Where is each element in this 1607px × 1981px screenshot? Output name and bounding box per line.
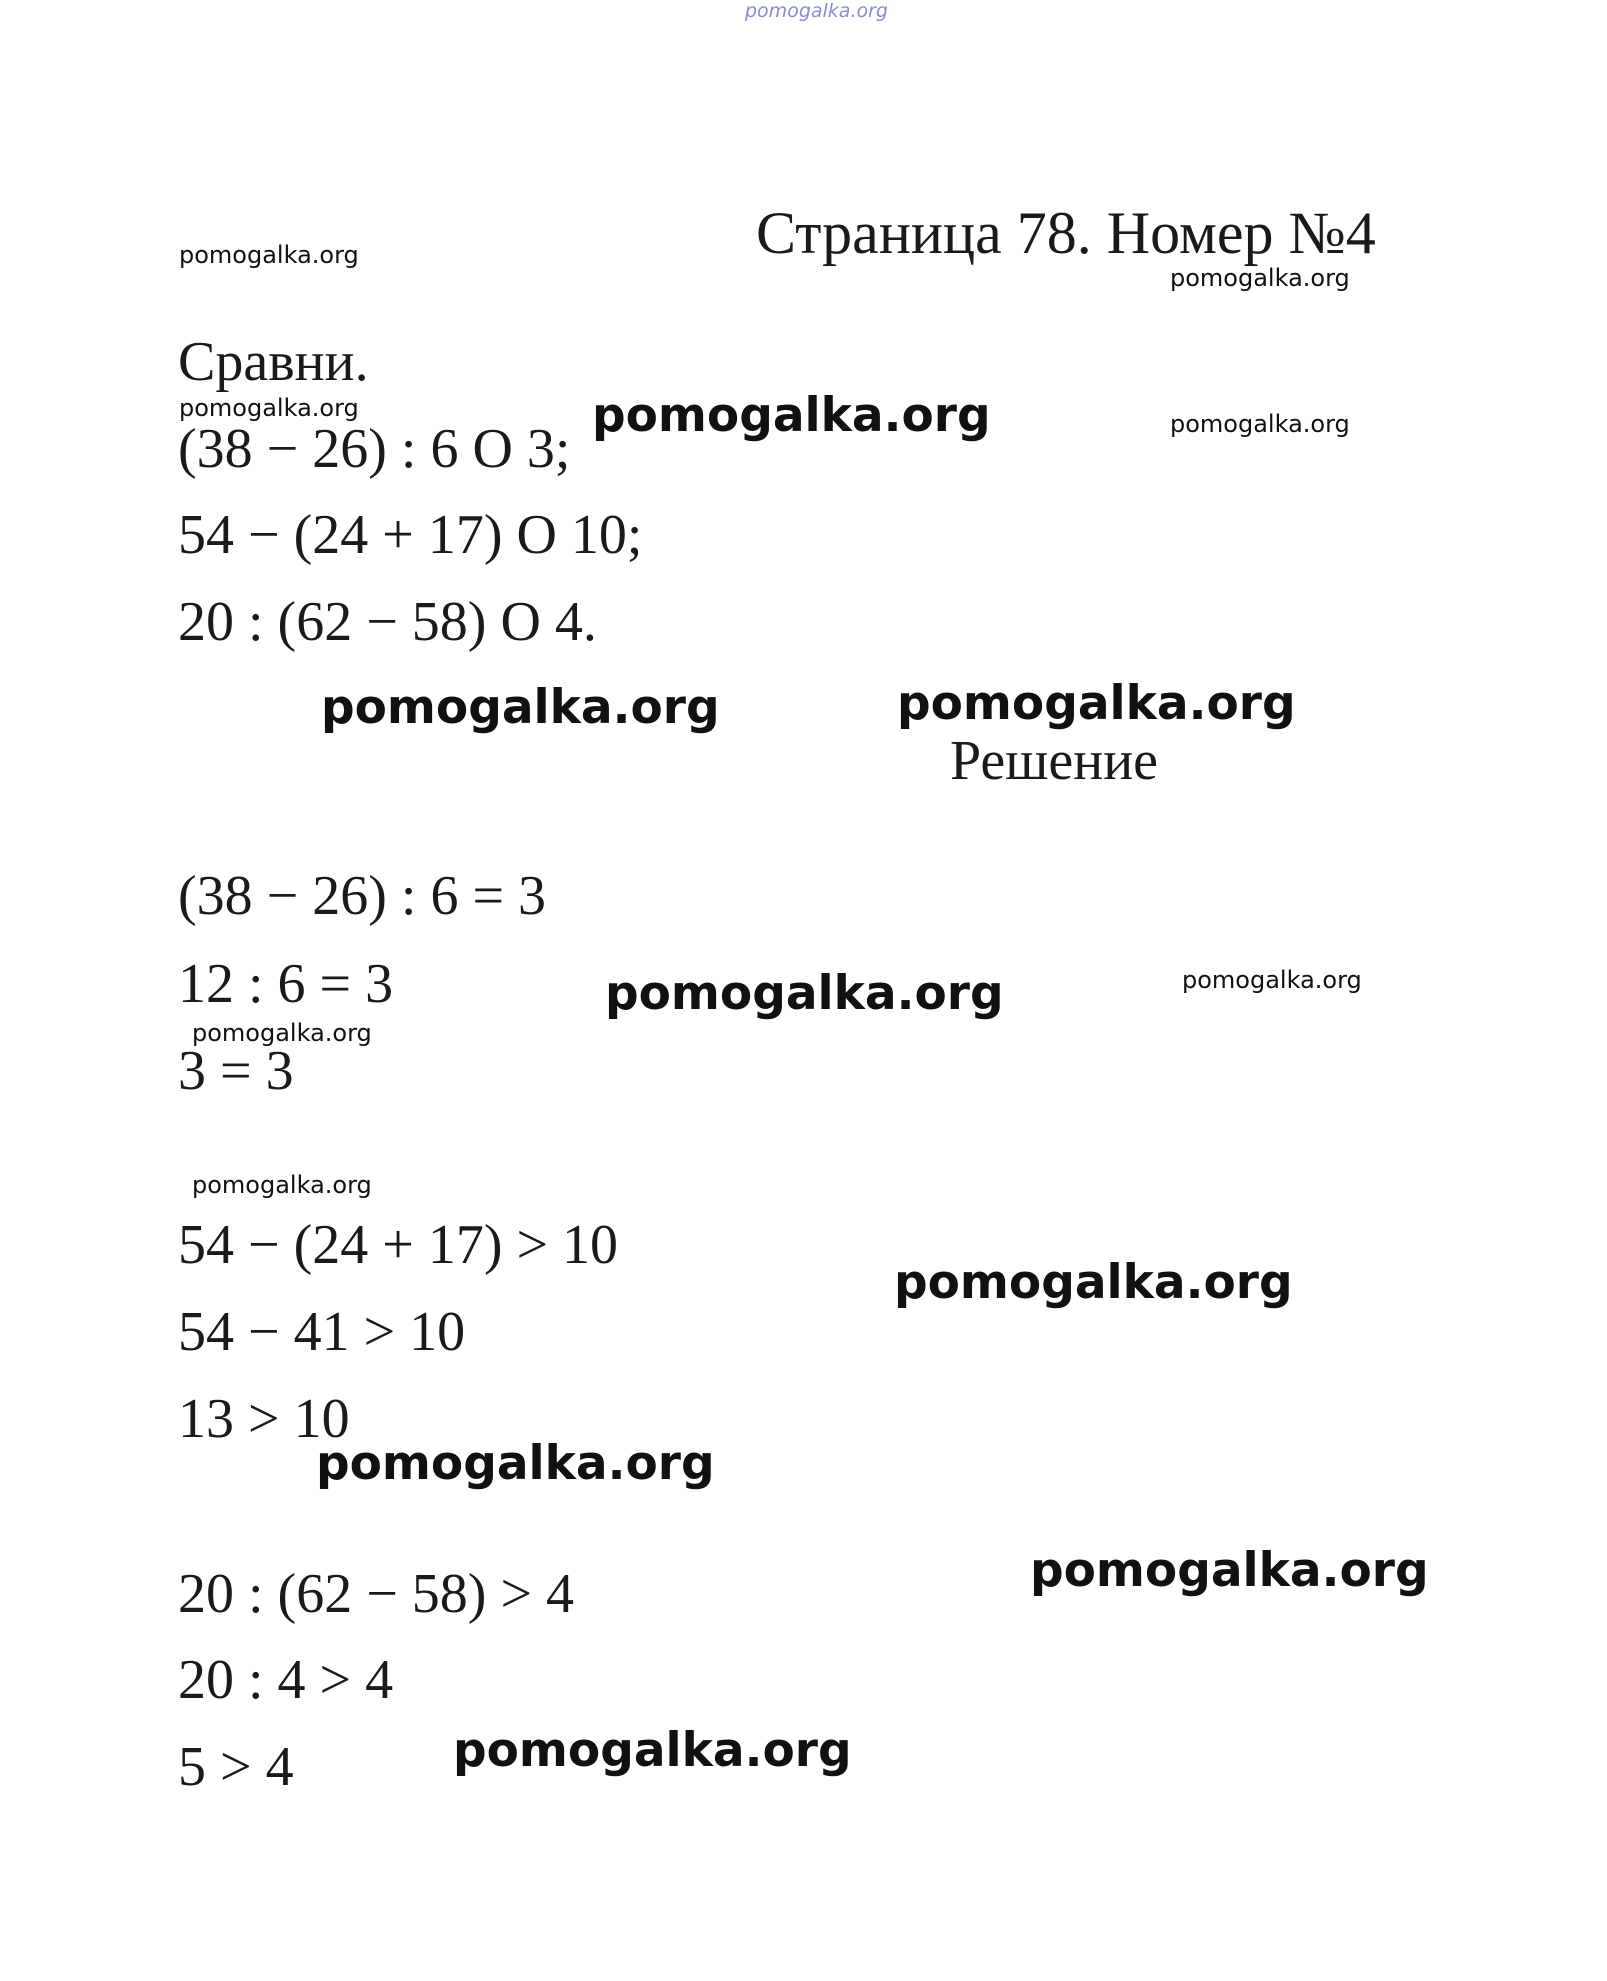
watermark: pomogalka.org xyxy=(321,680,720,735)
watermark: pomogalka.org xyxy=(316,1436,715,1491)
watermark: pomogalka.org xyxy=(897,676,1296,731)
watermark: pomogalka.org xyxy=(192,1019,372,1047)
watermark: pomogalka.org xyxy=(605,966,1004,1021)
solution-block-3-line-3: 5 > 4 xyxy=(178,1736,294,1798)
watermark: pomogalka.org xyxy=(179,241,359,269)
watermark: pomogalka.org xyxy=(1182,966,1362,994)
watermark: pomogalka.org xyxy=(1030,1543,1429,1598)
watermark-top: pomogalka.org xyxy=(745,0,888,22)
solution-block-2-line-2: 54 − 41 > 10 xyxy=(178,1301,466,1363)
solution-block-2-line-1: 54 − (24 + 17) > 10 xyxy=(178,1214,619,1276)
page-title: Страница 78. Номер №4 xyxy=(756,200,1376,266)
watermark: pomogalka.org xyxy=(192,1171,372,1199)
task-instruction: Сравни. xyxy=(178,331,369,393)
solution-heading: Решение xyxy=(950,730,1159,792)
watermark: pomogalka.org xyxy=(1170,410,1350,438)
watermark: pomogalka.org xyxy=(179,394,359,422)
solution-block-3-line-2: 20 : 4 > 4 xyxy=(178,1649,394,1711)
solution-block-1-line-3: 3 = 3 xyxy=(178,1040,294,1102)
task-line-1: (38 − 26) : 6 O 3; xyxy=(178,418,571,480)
watermark: pomogalka.org xyxy=(1170,264,1350,292)
solution-block-1-line-1: (38 − 26) : 6 = 3 xyxy=(178,865,547,927)
solution-block-3-line-1: 20 : (62 − 58) > 4 xyxy=(178,1563,575,1625)
watermark: pomogalka.org xyxy=(894,1255,1293,1310)
watermark: pomogalka.org xyxy=(453,1723,852,1778)
task-line-2: 54 − (24 + 17) O 10; xyxy=(178,504,643,566)
task-line-3: 20 : (62 − 58) O 4. xyxy=(178,591,597,653)
solution-block-1-line-2: 12 : 6 = 3 xyxy=(178,953,394,1015)
watermark: pomogalka.org xyxy=(592,388,991,443)
solution-block-2-line-3: 13 > 10 xyxy=(178,1388,350,1450)
